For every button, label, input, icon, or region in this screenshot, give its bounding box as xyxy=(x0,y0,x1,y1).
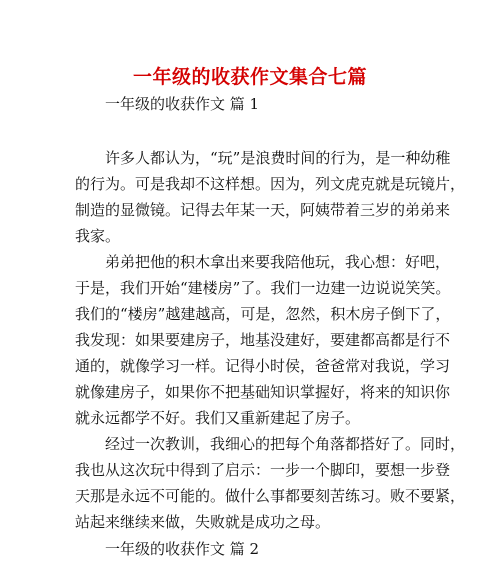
paragraph-3-line-2: 我也从这次玩中得到了启示：一步一个脚印，要想一步登 xyxy=(75,461,451,479)
paragraph-2-line-6: 就像建房子，如果你不把基础知识掌握好，将来的知识你 xyxy=(75,383,451,401)
paragraph-2-line-7: 就永远都学不好。我们又重新建起了房子。 xyxy=(75,409,361,427)
paragraph-2-line-4: 我发现：如果要建房子，地基没建好，要建都高都是行不 xyxy=(75,331,451,349)
section-heading-1: 一年级的收获作文 篇 1 xyxy=(105,95,260,113)
paragraph-2-line-5: 通的，就像学习一样。记得小时侯，爸爸常对我说，学习 xyxy=(75,357,451,375)
paragraph-2-line-3: 我们的“楼房”越建越高，可是，忽然，积木房子倒下了， xyxy=(75,305,451,323)
paragraph-3-line-3: 天那是永远不可能的。做什么事都要刻苦练习。败不要紧， xyxy=(75,487,466,505)
paragraph-1-line-4: 我家。 xyxy=(75,227,121,245)
paragraph-1-line-3: 制造的显微镜。记得去年某一天，阿姨带着三岁的弟弟来 xyxy=(75,201,451,219)
paragraph-1-line-1: 许多人都认为，“玩”是浪费时间的行为，是一种幼稚 xyxy=(105,149,451,167)
paragraph-3-line-4: 站起来继续来做，失败就是成功之母。 xyxy=(75,513,331,531)
document-title: 一年级的收获作文集合七篇 xyxy=(132,66,367,88)
paragraph-1-line-2: 的行为。可是我却不这样想。因为，列文虎克就是玩镜片， xyxy=(75,175,466,193)
section-heading-2: 一年级的收获作文 篇 2 xyxy=(105,540,260,558)
paragraph-3-line-1: 经过一次教训，我细心的把每个角落都搭好了。同时， xyxy=(105,435,466,453)
paragraph-2-line-1: 弟弟把他的积木拿出来要我陪他玩，我心想：好吧， xyxy=(105,253,451,271)
paragraph-2-line-2: 于是，我们开始“建楼房”了。我们一边建一边说说笑笑。 xyxy=(75,279,451,297)
